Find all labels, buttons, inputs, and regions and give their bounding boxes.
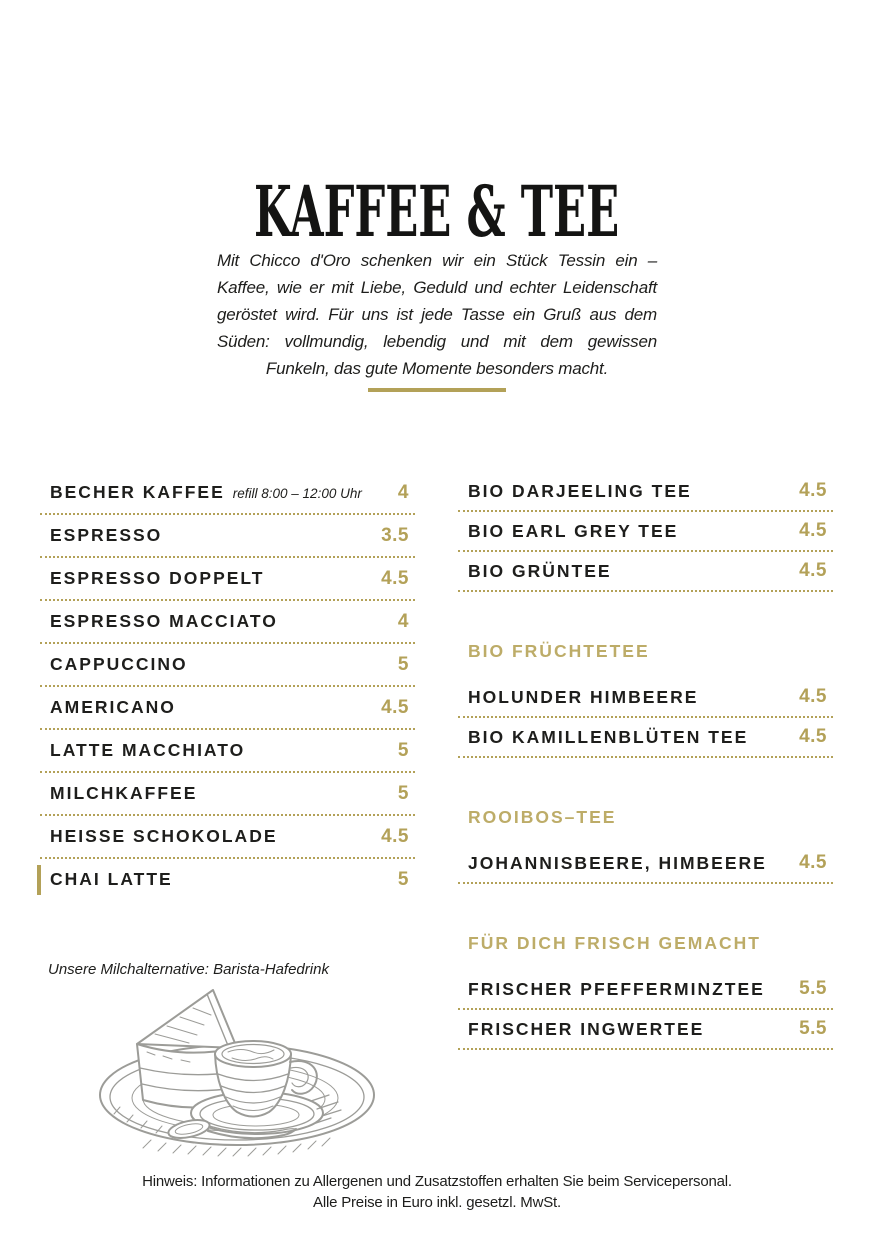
menu-item-price: 5 bbox=[397, 782, 409, 804]
menu-item-name: BIO DARJEELING TEE bbox=[468, 480, 692, 501]
menu-item-name: LATTE MACCHIATO bbox=[50, 740, 246, 760]
menu-item-name: JOHANNISBEERE, HIMBEERE bbox=[468, 852, 767, 873]
menu-item-row bbox=[458, 844, 833, 884]
menu-item-row bbox=[40, 730, 415, 773]
menu-item-row bbox=[40, 816, 415, 859]
menu-item-price: 4.5 bbox=[381, 696, 409, 718]
menu-item-price: 4.5 bbox=[381, 825, 409, 847]
menu-item-row bbox=[40, 515, 415, 558]
menu-item-name: ESPRESSO bbox=[50, 525, 163, 545]
menu-item-name: HOLUNDER HIMBEERE bbox=[468, 686, 699, 707]
menu-item-name: BIO GRÜNTEE bbox=[468, 560, 612, 581]
gold-divider bbox=[368, 388, 506, 392]
cake-and-coffee-illustration bbox=[85, 982, 420, 1160]
menu-item-name: AMERICANO bbox=[50, 697, 176, 717]
menu-item-price: 4.5 bbox=[799, 480, 827, 501]
menu-item-name: CAPPUCCINO bbox=[50, 654, 188, 674]
menu-item-price: 4.5 bbox=[799, 686, 827, 707]
menu-item-name: ESPRESSO DOPPELT bbox=[50, 568, 265, 588]
gold-marker-bar bbox=[37, 865, 41, 895]
menu-item-name: CHAI LATTE bbox=[50, 869, 173, 889]
menu-item-row bbox=[40, 687, 415, 730]
menu-item-name bbox=[50, 482, 362, 503]
menu-item-price: 4.5 bbox=[799, 560, 827, 581]
menu-item-price: 4 bbox=[397, 481, 409, 503]
menu-item-row bbox=[40, 472, 415, 515]
menu-item-name: FRISCHER INGWERTEE bbox=[468, 1018, 705, 1039]
menu-item-name: BIO EARL GREY TEE bbox=[468, 520, 679, 541]
menu-item-name: HEISSE SCHOKOLADE bbox=[50, 826, 278, 846]
menu-item-row bbox=[458, 1010, 833, 1050]
menu-item-price: 5.5 bbox=[799, 978, 827, 999]
menu-item-name: BIO KAMILLENBLÜTEN TEE bbox=[468, 726, 749, 747]
milk-alternative-note: Unsere Milchalternative: Barista-Hafedrink bbox=[48, 961, 329, 978]
footer-note bbox=[0, 1171, 874, 1213]
menu-item-price: 4 bbox=[397, 610, 409, 632]
section-heading-frisch-gemacht: FÜR DICH FRISCH GEMACHT bbox=[468, 933, 761, 953]
menu-item-label: BECHER KAFFEE bbox=[50, 482, 225, 502]
menu-item-name: MILCHKAFFEE bbox=[50, 783, 198, 803]
menu-item-note: refill 8:00 – 12:00 Uhr bbox=[232, 486, 362, 501]
menu-item-name: FRISCHER PFEFFERMINZTEE bbox=[468, 978, 765, 999]
page-title: KAFFEE & TEE bbox=[254, 169, 620, 253]
intro-paragraph: Mit Chicco d'Oro schenken wir ein Stück Tessin ein – Kaffee, wie er mit Liebe, Geduld und echter Leidenschaft geröstet wird. Für uns ist jede Tasse ein Gruß aus dem Süden: vollmundig, lebendig und mit dem gewissen Funkeln, das gute Momente besonders macht. bbox=[217, 251, 657, 378]
menu-item-row bbox=[40, 859, 415, 902]
menu-item-row bbox=[458, 472, 833, 512]
footer-line-prices: Alle Preise in Euro inkl. gesetzl. MwSt. bbox=[313, 1194, 561, 1211]
menu-item-price: 4.5 bbox=[799, 852, 827, 873]
menu-item-row bbox=[458, 552, 833, 592]
footer-line-allergens: Hinweis: Informationen zu Allergenen und Zusatzstoffen erhalten Sie beim Servicepersonal. bbox=[142, 1173, 732, 1190]
tea-column bbox=[458, 472, 833, 1050]
menu-item-name: ESPRESSO MACCIATO bbox=[50, 611, 278, 631]
menu-item-row bbox=[458, 718, 833, 758]
menu-item-row bbox=[458, 512, 833, 552]
menu-item-row bbox=[458, 970, 833, 1010]
menu-item-price: 5.5 bbox=[799, 1018, 827, 1039]
menu-item-price: 4.5 bbox=[381, 567, 409, 589]
menu-item-row bbox=[40, 644, 415, 687]
menu-item-price: 5 bbox=[397, 868, 409, 890]
menu-item-price: 4.5 bbox=[799, 520, 827, 541]
menu-item-row bbox=[458, 678, 833, 718]
menu-item-row bbox=[40, 773, 415, 816]
menu-item-row bbox=[40, 558, 415, 601]
coffee-column bbox=[40, 472, 415, 902]
menu-item-row bbox=[40, 601, 415, 644]
section-heading-fruechtetee: BIO FRÜCHTETEE bbox=[468, 641, 650, 661]
menu-item-price: 5 bbox=[397, 653, 409, 675]
section-heading-rooibos: ROOIBOS–TEE bbox=[468, 807, 617, 827]
menu-item-price: 3.5 bbox=[381, 524, 409, 546]
menu-item-price: 5 bbox=[397, 739, 409, 761]
menu-item-price: 4.5 bbox=[799, 726, 827, 747]
